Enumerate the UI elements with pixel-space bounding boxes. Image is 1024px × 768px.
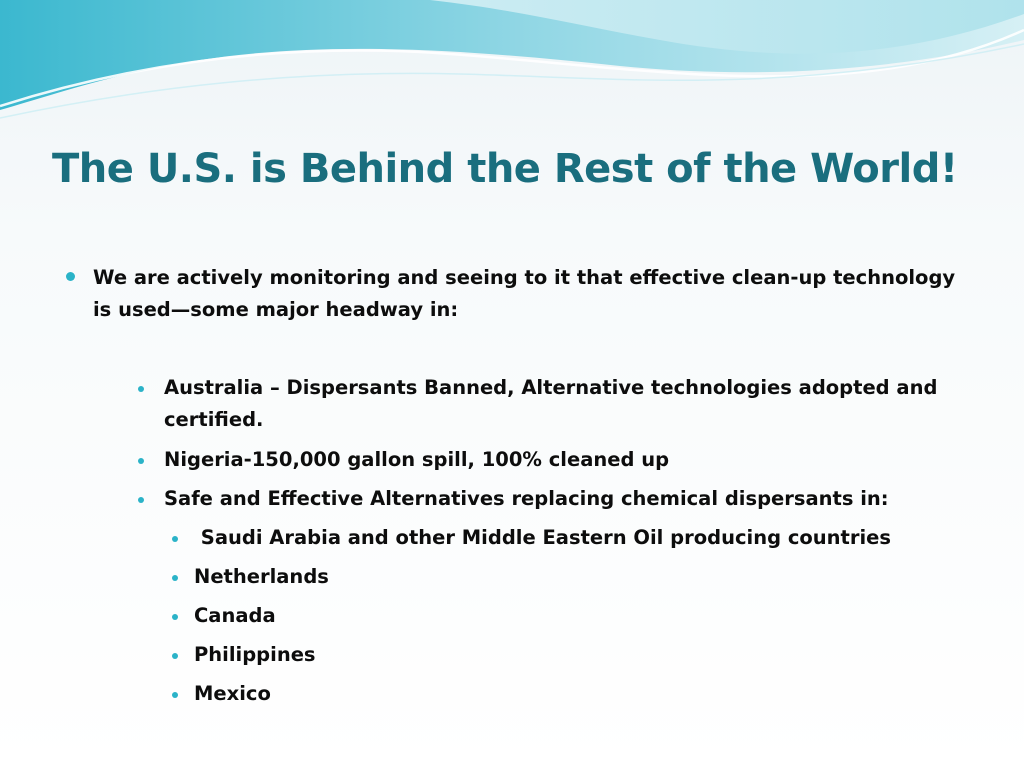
sub-bullet-australia	[138, 372, 958, 436]
sub-bullet-text: Safe and Effective Alternatives replacing chemical dispersants in:	[164, 487, 889, 510]
bullet-dot-icon	[172, 614, 178, 620]
country-bullet-canada	[172, 600, 972, 632]
slide-title: The U.S. is Behind the Rest of the World!	[52, 146, 958, 192]
sub-bullet-nigeria	[138, 444, 958, 476]
bullet-dot-icon	[172, 575, 178, 581]
bullet-dot-icon	[138, 458, 144, 464]
country-text: Mexico	[194, 682, 271, 705]
bullet-dot-icon	[138, 497, 144, 503]
sub-bullet-text: Australia – Dispersants Banned, Alternative technologies adopted and certified.	[164, 376, 938, 431]
country-bullet-saudi-arabia	[172, 522, 972, 554]
country-text: Netherlands	[194, 565, 329, 588]
country-text: Philippines	[194, 643, 316, 666]
sub-bullet-alternatives	[138, 483, 958, 515]
bullet-dot-icon	[172, 692, 178, 698]
sub-bullet-text: Nigeria-150,000 gallon spill, 100% cleaned up	[164, 448, 670, 471]
bullet-dot-icon	[172, 653, 178, 659]
country-text: Saudi Arabia and other Middle Eastern Oil producing countries	[194, 526, 892, 549]
country-text: Canada	[194, 604, 276, 627]
country-bullet-mexico	[172, 678, 972, 710]
bullet-dot-icon	[172, 536, 178, 542]
bullet-dot-icon	[138, 386, 144, 392]
country-bullet-philippines	[172, 639, 972, 671]
bullet-main-text: We are actively monitoring and seeing to it that effective clean-up technology is used—some major headway in:	[93, 266, 956, 321]
country-bullet-netherlands	[172, 561, 972, 593]
bullet-main	[66, 262, 966, 326]
bullet-dot-icon	[66, 272, 75, 281]
